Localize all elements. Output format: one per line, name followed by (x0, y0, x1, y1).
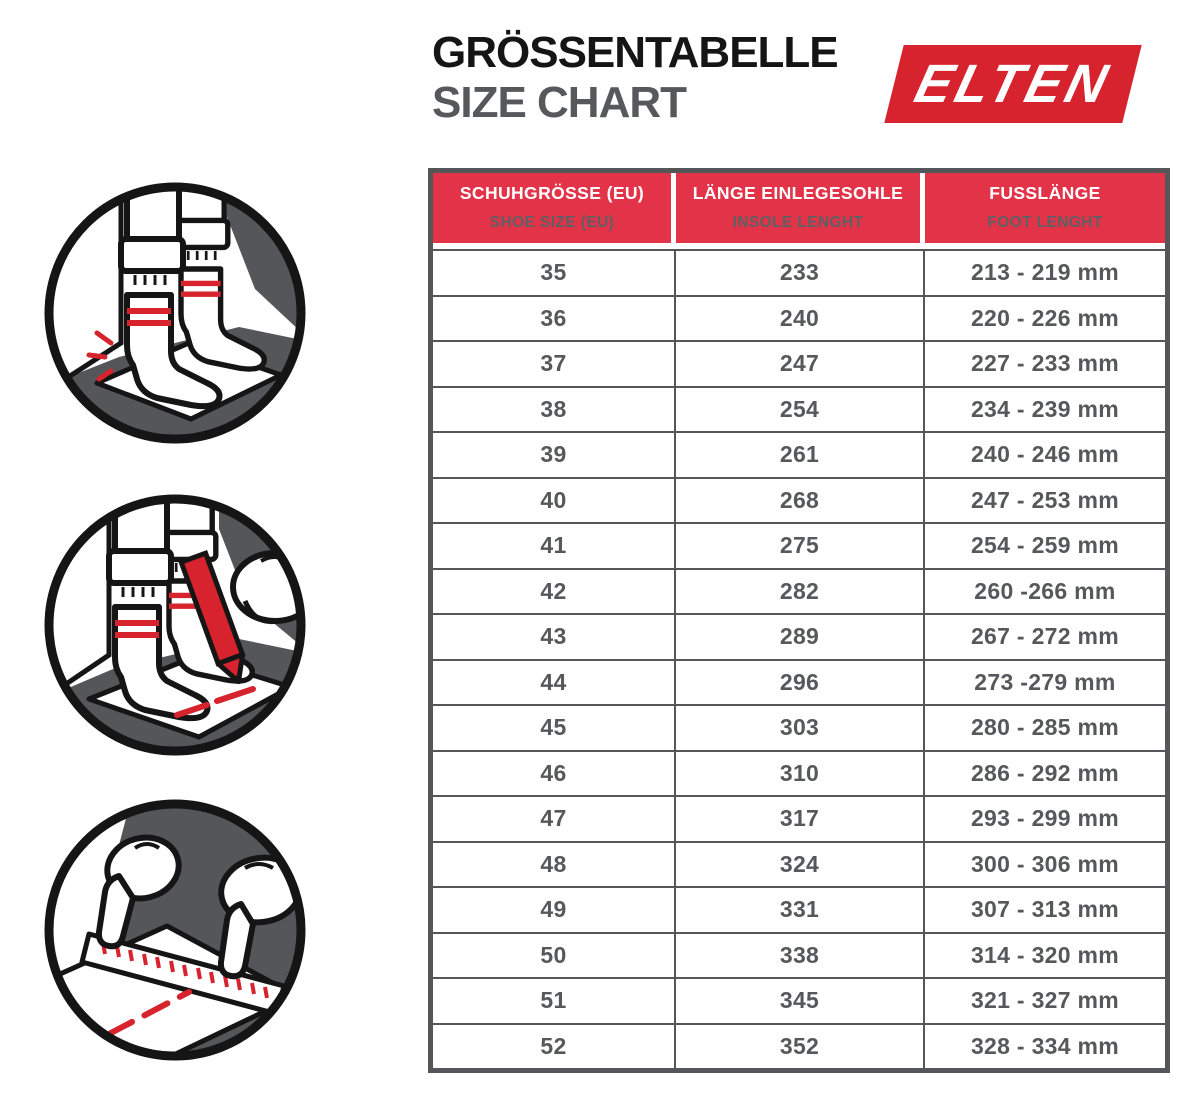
table-row (433, 613, 1165, 659)
elten-logo-text: ELTEN (909, 54, 1117, 114)
elten-logo (884, 45, 1141, 123)
header-foot-length-de: FUSSLÄNGE (989, 183, 1101, 203)
foot-cell: 260 -266 mm (925, 568, 1165, 614)
foot-cell: 314 - 320 mm (925, 932, 1165, 978)
insole-cell: 331 (676, 886, 925, 932)
foot-cell: 267 - 272 mm (925, 613, 1165, 659)
table-row (433, 932, 1165, 978)
header-foot-length (925, 173, 1165, 249)
size-cell: 38 (433, 386, 676, 432)
table-row (433, 704, 1165, 750)
size-cell: 41 (433, 522, 676, 568)
header-shoe-size (433, 173, 676, 249)
table-row (433, 886, 1165, 932)
table-row (433, 340, 1165, 386)
size-table (428, 168, 1170, 1073)
foot-cell: 213 - 219 mm (925, 249, 1165, 295)
header-foot-length-en: FOOT LENGHT (987, 214, 1103, 231)
size-cell: 44 (433, 659, 676, 705)
header-insole-length-de: LÄNGE EINLEGESOHLE (692, 183, 904, 203)
table-row (433, 659, 1165, 705)
foot-cell: 254 - 259 mm (925, 522, 1165, 568)
foot-cell: 280 - 285 mm (925, 704, 1165, 750)
mark-toe-with-pen-icon (39, 489, 311, 761)
size-cell: 42 (433, 568, 676, 614)
size-cell: 40 (433, 477, 676, 523)
size-cell: 48 (433, 841, 676, 887)
insole-cell: 296 (676, 659, 925, 705)
insole-cell: 303 (676, 704, 925, 750)
foot-cell: 247 - 253 mm (925, 477, 1165, 523)
table-row (433, 431, 1165, 477)
size-cell: 52 (433, 1023, 676, 1069)
size-cell: 36 (433, 295, 676, 341)
table-row (433, 1023, 1165, 1069)
insole-cell: 247 (676, 340, 925, 386)
table-row (433, 522, 1165, 568)
foot-cell: 300 - 306 mm (925, 841, 1165, 887)
table-row (433, 841, 1165, 887)
size-cell: 50 (433, 932, 676, 978)
insole-cell: 352 (676, 1023, 925, 1069)
insole-cell: 324 (676, 841, 925, 887)
foot-cell: 240 - 246 mm (925, 431, 1165, 477)
table-row (433, 249, 1165, 295)
table-row (433, 568, 1165, 614)
insole-cell: 317 (676, 795, 925, 841)
table-row (433, 477, 1165, 523)
insole-cell: 240 (676, 295, 925, 341)
foot-cell: 273 -279 mm (925, 659, 1165, 705)
size-cell: 39 (433, 431, 676, 477)
size-cell: 35 (433, 249, 676, 295)
size-cell: 47 (433, 795, 676, 841)
insole-cell: 268 (676, 477, 925, 523)
size-cell: 45 (433, 704, 676, 750)
header-shoe-size-de: SCHUHGRÖSSE (EU) (459, 183, 645, 203)
title-english: SIZE CHART (432, 78, 686, 127)
heel-against-wall-icon (39, 177, 311, 449)
header-insole-length-en: INSOLE LENGHT (732, 214, 864, 231)
insole-cell: 345 (676, 977, 925, 1023)
table-row (433, 795, 1165, 841)
table-row (433, 295, 1165, 341)
foot-cell: 307 - 313 mm (925, 886, 1165, 932)
insole-cell: 282 (676, 568, 925, 614)
foot-cell: 328 - 334 mm (925, 1023, 1165, 1069)
size-cell: 51 (433, 977, 676, 1023)
size-cell: 49 (433, 886, 676, 932)
table-row (433, 977, 1165, 1023)
table-row (433, 750, 1165, 796)
insole-cell: 233 (676, 249, 925, 295)
foot-cell: 220 - 226 mm (925, 295, 1165, 341)
insole-cell: 275 (676, 522, 925, 568)
foot-cell: 286 - 292 mm (925, 750, 1165, 796)
table-header-row (433, 173, 1165, 249)
insole-cell: 310 (676, 750, 925, 796)
foot-cell: 293 - 299 mm (925, 795, 1165, 841)
size-cell: 37 (433, 340, 676, 386)
title-german: GRÖSSENTABELLE (432, 28, 838, 77)
size-cell: 46 (433, 750, 676, 796)
insole-cell: 289 (676, 613, 925, 659)
header-shoe-size-en: SHOE SIZE (EU) (489, 214, 615, 231)
table-row (433, 386, 1165, 432)
foot-cell: 227 - 233 mm (925, 340, 1165, 386)
insole-cell: 338 (676, 932, 925, 978)
measure-with-ruler-icon (39, 794, 311, 1066)
page-title (432, 28, 838, 128)
header-insole-length (676, 173, 925, 249)
foot-cell: 234 - 239 mm (925, 386, 1165, 432)
insole-cell: 261 (676, 431, 925, 477)
size-cell: 43 (433, 613, 676, 659)
insole-cell: 254 (676, 386, 925, 432)
foot-cell: 321 - 327 mm (925, 977, 1165, 1023)
